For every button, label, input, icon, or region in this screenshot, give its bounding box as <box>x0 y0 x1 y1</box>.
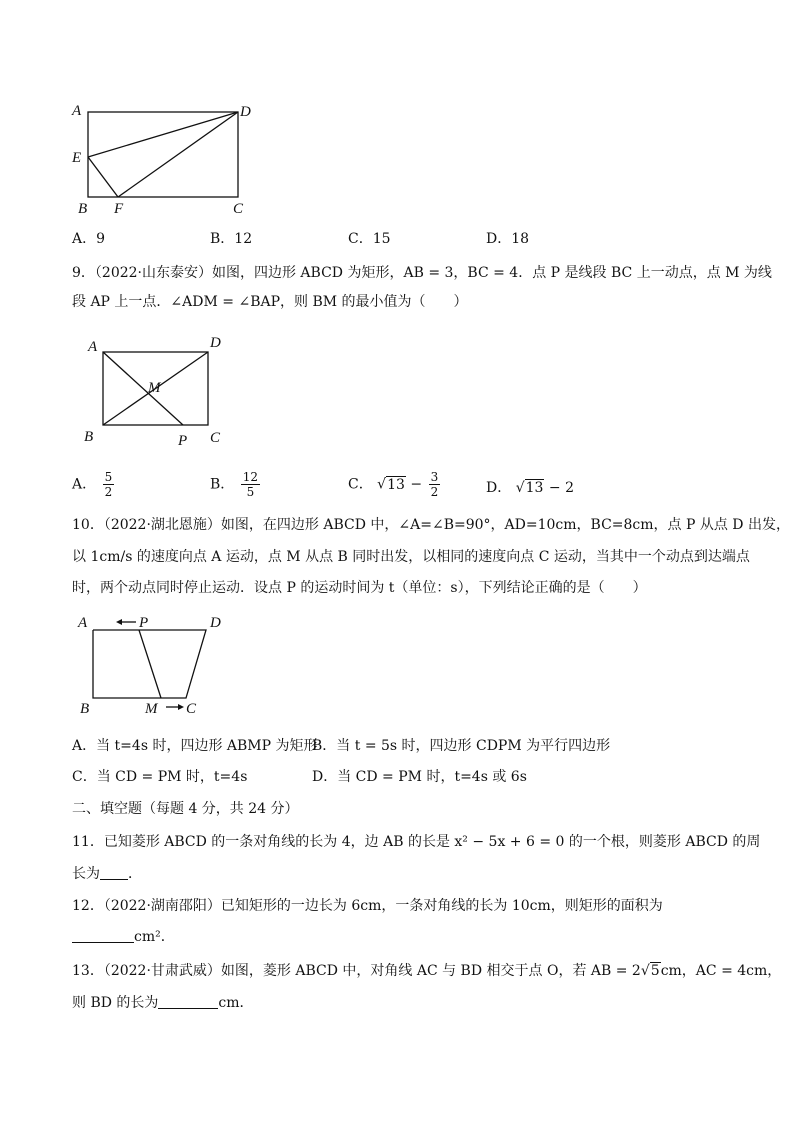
q10-line-1: 10．（2022·湖北恩施）如图，在四边形 ABCD 中，∠A=∠B=90°，AD=10cm，BC=8cm，点 P 从点 D 出发， <box>72 517 790 533</box>
q11-line-2 <box>72 864 142 884</box>
q11-line-1: 11．已知菱形 ABCD 的一条对角线的长为 4，边 AB 的长是 x² − 5x + 6 = 0 的一个根，则菱形 ABCD 的周 <box>72 834 761 850</box>
option-prefix: C． <box>348 476 373 493</box>
answer-blank[interactable] <box>72 928 134 943</box>
q9-option-c <box>348 470 442 499</box>
answer-blank[interactable] <box>158 994 218 1009</box>
denominator: 2 <box>430 485 439 499</box>
sqrt-sign: √ <box>640 963 650 979</box>
numerator: 5 <box>104 470 113 484</box>
q8-option-c: C．15 <box>348 231 391 247</box>
label-m: M <box>148 380 161 396</box>
label-m: M <box>145 701 158 717</box>
label-d: D <box>210 335 221 351</box>
label-a: A <box>72 103 82 119</box>
label-c: C <box>210 430 221 446</box>
q9-option-a <box>72 470 116 499</box>
q12-line-2 <box>72 927 175 947</box>
q9-line-1: 9．（2022·山东泰安）如图，四边形 ABCD 为矩形，AB = 3，BC = 4．点 P 是线段 BC 上一动点，点 M 为线 <box>72 265 772 281</box>
q10-line-3: 时，两个动点同时停止运动．设点 P 的运动时间为 t（单位：s），下列结论正确的是（ ） <box>72 580 647 596</box>
radicand: 13 <box>387 476 405 493</box>
option-prefix: D． <box>486 480 512 496</box>
q9-option-b <box>210 470 262 499</box>
label-e: E <box>72 150 82 166</box>
q10-line-2: 以 1cm/s 的速度向点 A 运动，点 M 从点 B 同时出发，以相同的速度向点 C 运动，当其中一个动点到达端点 <box>72 549 750 565</box>
q8-option-d: D．18 <box>486 231 530 247</box>
q12-line-1: 12．（2022·湖南邵阳）已知矩形的一边长为 6cm，一条对角线的长为 10cm，则矩形的面积为 <box>72 898 663 914</box>
text-fragment: cm²． <box>134 929 175 945</box>
option-prefix: B． <box>210 476 235 493</box>
q8-option-b: B．12 <box>210 231 253 247</box>
numerator: 12 <box>242 470 259 484</box>
numerator: 3 <box>430 470 439 484</box>
fraction <box>103 470 115 499</box>
denominator: 2 <box>104 485 113 499</box>
q10-option-a: A．当 t=4s 时，四边形 ABMP 为矩形 <box>72 738 318 754</box>
radicand: 5 <box>650 963 660 979</box>
label-p: P <box>178 433 188 449</box>
label-f: F <box>114 201 124 217</box>
fraction <box>241 470 260 499</box>
sqrt-sign: √ <box>515 480 525 496</box>
q13-line-2 <box>72 993 254 1013</box>
figure-q10-trapezoid <box>72 610 242 720</box>
label-a: A <box>88 339 98 355</box>
label-d: D <box>210 615 221 631</box>
text-fragment: cm，AC = 4cm， <box>660 963 782 979</box>
q9-line-2: 段 AP 上一点．∠ADM = ∠BAP，则 BM 的最小值为（ ） <box>72 294 468 310</box>
q10-option-d: D．当 CD = PM 时，t=4s 或 6s <box>312 769 527 785</box>
q10-option-c: C．当 CD = PM 时，t=4s <box>72 769 248 785</box>
label-a: A <box>78 615 88 631</box>
text-fragment: 长为 <box>72 866 100 882</box>
text-fragment: 则 BD 的长为 <box>72 995 159 1011</box>
text-fragment: 13．（2022·甘肃武威）如图，菱形 ABCD 中，对角线 AC 与 BD 相交于点 O，若 AB = 2 <box>72 963 641 979</box>
label-b: B <box>84 429 94 445</box>
q13-line-1 <box>72 961 781 981</box>
label-p: P <box>139 615 149 631</box>
denominator: 5 <box>246 485 255 499</box>
option-tail: − 2 <box>544 480 574 496</box>
sqrt-sign: √ <box>377 476 387 493</box>
option-prefix: A． <box>72 476 97 493</box>
label-c: C <box>186 701 197 717</box>
text-fragment: cm． <box>218 995 254 1011</box>
text-fragment: ． <box>128 866 142 882</box>
q9-option-d <box>486 478 574 498</box>
radicand: 13 <box>525 480 544 496</box>
minus-sign: − <box>405 476 427 493</box>
figure-q9-rectangle <box>78 330 238 452</box>
q10-option-b: B．当 t = 5s 时，四边形 CDPM 为平行四边形 <box>312 738 611 754</box>
label-c: C <box>233 201 244 217</box>
label-b: B <box>80 701 90 717</box>
label-d: D <box>240 104 251 120</box>
answer-blank[interactable] <box>100 865 128 880</box>
section-heading: 二、填空题（每题 4 分，共 24 分） <box>72 801 299 817</box>
figure-q8-rectangle <box>66 98 266 220</box>
q8-option-a: A．9 <box>72 231 106 247</box>
label-b: B <box>78 201 88 217</box>
fraction <box>429 470 441 499</box>
